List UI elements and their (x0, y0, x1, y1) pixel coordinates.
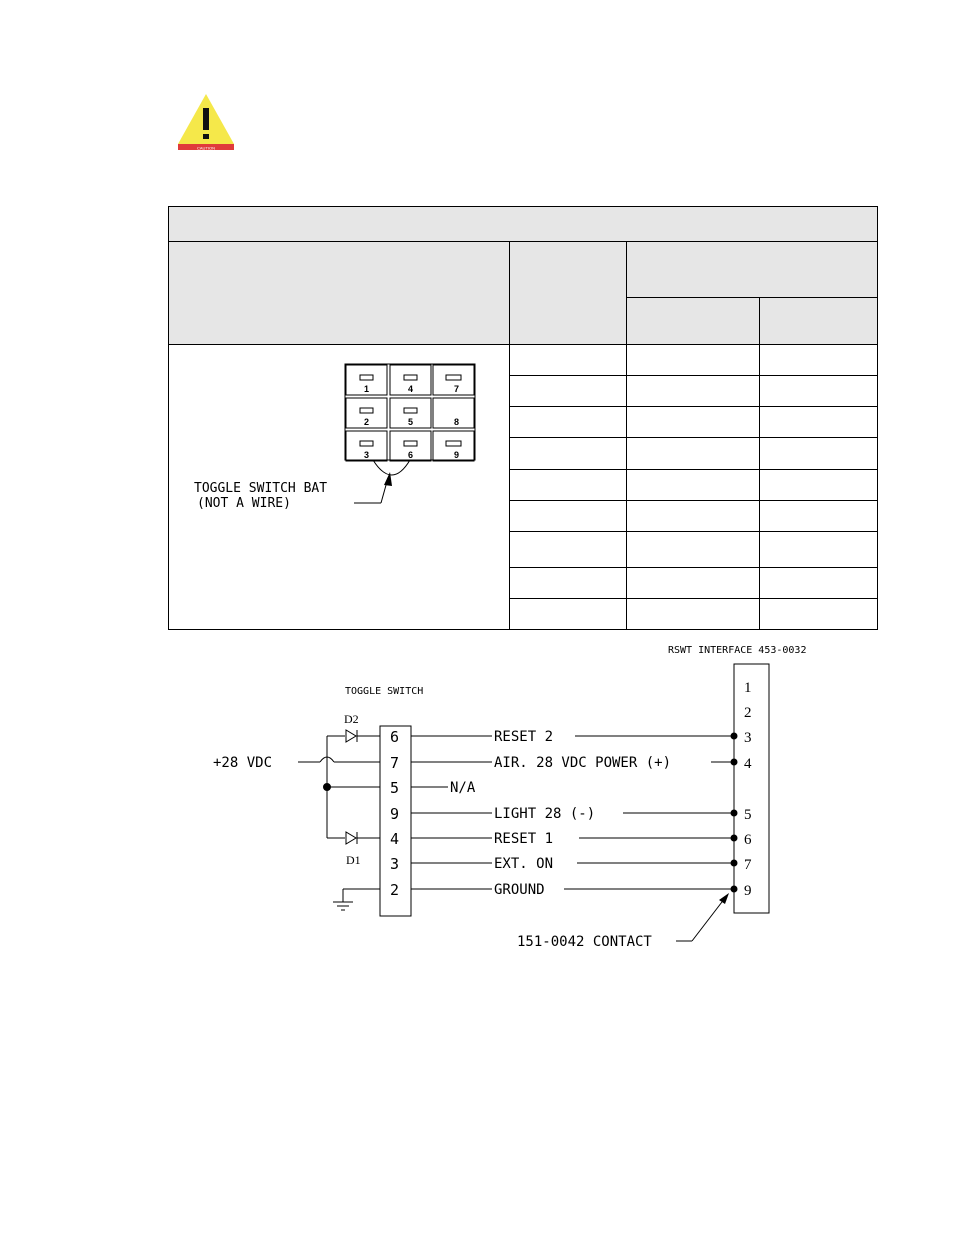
table-cell (627, 598, 760, 629)
table-cell (760, 598, 878, 629)
table-cell (510, 567, 627, 598)
interface-pin-number: 1 (744, 680, 752, 696)
table-cell (760, 375, 878, 406)
signal-wire (411, 755, 738, 771)
table-cell (510, 598, 627, 629)
toggle-switch-block (380, 726, 411, 916)
diode-network (213, 712, 380, 910)
connector-pin-label: 7 (454, 384, 460, 394)
caution-triangle-icon (176, 92, 236, 152)
table-cell (627, 501, 760, 532)
table-cell (627, 532, 760, 567)
interface-pin-number: 5 (744, 807, 752, 823)
connector-pin-label: 5 (408, 417, 414, 427)
switch-pin-number: 7 (390, 754, 400, 772)
signal-label: EXT. ON (494, 856, 554, 872)
connector-pin-label: 6 (408, 450, 414, 460)
connector-pin-label: 3 (364, 450, 370, 460)
toggle-bat-note-line1: TOGGLE SWITCH BAT (194, 481, 328, 496)
signal-label: RESET 1 (494, 831, 554, 847)
table-cell (627, 344, 760, 375)
connector-pin-label: 4 (408, 384, 414, 394)
contact-label: 151-0042 CONTACT (517, 934, 652, 950)
header-cell (627, 298, 760, 344)
signal-label: AIR. 28 VDC POWER (+) (494, 755, 672, 771)
caution-label: CAUTION (197, 145, 215, 151)
header-cell (760, 298, 878, 344)
wiring-table (168, 206, 878, 630)
interface-pin-number: 7 (744, 857, 752, 873)
table-cell (760, 406, 878, 437)
table-cell (510, 406, 627, 437)
interface-block (734, 664, 769, 913)
table-cell (510, 344, 627, 375)
table-cell (627, 567, 760, 598)
contact-callout (517, 893, 729, 950)
table-cell (510, 532, 627, 567)
connector-pin-label: 1 (364, 384, 370, 394)
signal-label: LIGHT 28 (-) (494, 806, 596, 822)
toggle-switch-label: TOGGLE SWITCH (345, 686, 424, 697)
interface-label: RSWT INTERFACE 453-0032 (668, 645, 807, 656)
connector-pin-label: 8 (454, 417, 460, 427)
diode-d2-label: D2 (344, 712, 359, 726)
table-cell (760, 344, 878, 375)
signal-wire (411, 780, 476, 796)
table-cell (510, 501, 627, 532)
table-cell (760, 567, 878, 598)
table-cell (510, 470, 627, 501)
table-cell (627, 438, 760, 470)
table-cell (760, 438, 878, 470)
signal-wire (411, 856, 738, 872)
interface-pin-number: 4 (744, 756, 752, 772)
header-cell (627, 242, 878, 298)
table-cell (627, 375, 760, 406)
interface-pin-number: 3 (744, 730, 752, 746)
header-cell (169, 242, 510, 344)
switch-pin-number: 2 (390, 881, 400, 899)
connector-pin-label: 2 (364, 417, 370, 427)
table-cell (760, 501, 878, 532)
signal-wire (411, 831, 738, 847)
switch-pin-number: 6 (390, 728, 400, 746)
signal-wire (411, 806, 738, 822)
switch-pin-number: 4 (390, 830, 400, 848)
table-cell (510, 438, 627, 470)
table-cell (760, 532, 878, 567)
signal-label: RESET 2 (494, 729, 554, 745)
table-cell (760, 470, 878, 501)
signal-wire (411, 729, 738, 745)
signal-label: GROUND (494, 882, 545, 898)
switch-pin-number: 5 (390, 779, 400, 797)
interface-pin-number: 6 (744, 832, 752, 848)
header-cell (510, 242, 627, 344)
diode-d1-label: D1 (346, 853, 361, 867)
signal-label: N/A (450, 780, 476, 796)
toggle-bat-note-line2: (NOT A WIRE) (197, 496, 291, 511)
table-cell (627, 470, 760, 501)
connector-image-cell (169, 344, 510, 629)
table-cell (510, 375, 627, 406)
supply-label: +28 VDC (213, 755, 273, 771)
table-title-cell (169, 207, 878, 242)
switch-pin-number: 3 (390, 855, 400, 873)
connector-pin-label: 9 (454, 450, 460, 460)
interface-pin-number: 2 (744, 705, 752, 721)
interface-pin-number: 9 (744, 883, 752, 899)
switch-pin-number: 9 (390, 805, 400, 823)
signal-wire (411, 882, 738, 898)
table-cell (627, 406, 760, 437)
